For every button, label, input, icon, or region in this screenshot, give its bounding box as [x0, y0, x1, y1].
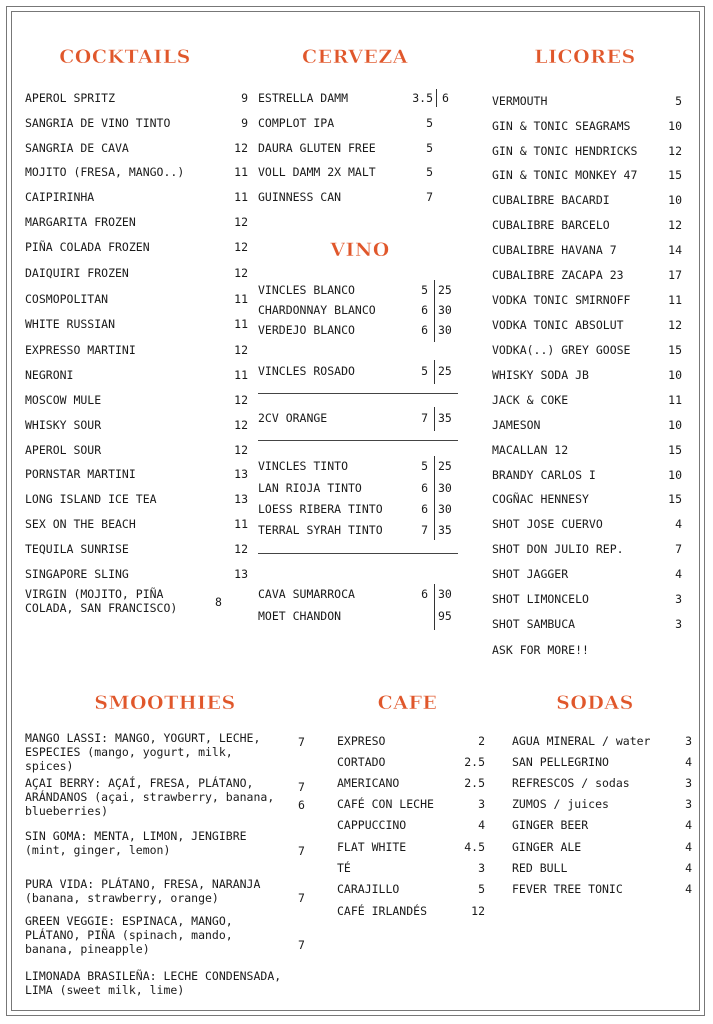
item-description: LIMONADA BRASILEÑA: LECHE CONDENSADA, LIMA (sweet milk, lime)	[25, 969, 282, 997]
bottle-price: 25	[438, 283, 452, 297]
item-price: 4	[685, 882, 692, 896]
item-price: 10	[668, 368, 682, 382]
item-price: 15	[668, 443, 682, 457]
item-price: 9	[241, 116, 248, 130]
glass-price: 6	[421, 502, 428, 516]
item-description: GREEN VEGGIE: ESPINACA, MANGO, PLÁTANO, PIÑA (spinach, mando, banana, pineapple)	[25, 914, 233, 956]
item-price: 4	[685, 818, 692, 832]
glass-price: 6	[421, 303, 428, 317]
item-name: SAN PELLEGRINO	[512, 755, 609, 769]
item-name: DAURA GLUTEN FREE	[258, 141, 376, 155]
item-price: 12	[234, 443, 248, 457]
item-name: PORNSTAR MARTINI	[25, 467, 136, 481]
item-name: LONG ISLAND ICE TEA	[25, 492, 157, 506]
bottle-price: 30	[438, 587, 452, 601]
item-name: TEQUILA SUNRISE	[25, 542, 129, 556]
item-price: 11	[234, 165, 248, 179]
item-price: 10	[668, 119, 682, 133]
item-name: NEGRONI	[25, 368, 74, 382]
item-description: AÇAI BERRY: AÇAÍ, FRESA, PLÁTANO, ARÁNDANOS (açai, strawberry, banana, blueberries)	[25, 776, 275, 818]
wine-price-divider	[434, 584, 435, 630]
item-name: MACALLAN 12	[492, 443, 569, 457]
item-price: 17	[668, 268, 682, 282]
item-name: FLAT WHITE	[337, 840, 407, 854]
item-name: VODKA TONIC ABSOLUT	[492, 318, 624, 332]
item-name: APEROL SOUR	[25, 443, 102, 457]
item-price: 14	[668, 243, 682, 257]
item-price: 4	[478, 818, 485, 832]
item-name: CAFÉ CON LECHE	[337, 797, 434, 811]
item-name: WHISKY SODA JB	[492, 368, 589, 382]
item-name: CAIPIRINHA	[25, 190, 95, 204]
item-name: COSMOPOLITAN	[25, 292, 109, 306]
item-name: AMERICANO	[337, 776, 400, 790]
glass-price: 5	[421, 364, 428, 378]
licores-footer: ASK FOR MORE!!	[492, 643, 589, 657]
item-name: TÉ	[337, 861, 351, 875]
item-price: 3	[675, 592, 682, 606]
item-price: 13	[234, 567, 248, 581]
item-price: 10	[668, 418, 682, 432]
item-description: SIN GOMA: MENTA, LIMON, JENGIBRE (mint, ginger, lemon)	[25, 829, 247, 857]
item-name: SINGAPORE SLING	[25, 567, 129, 581]
glass-price: 5	[421, 283, 428, 297]
item-name: VERDEJO BLANCO	[258, 323, 355, 337]
item-price: 4	[675, 517, 682, 531]
item-name: CUBALIBRE HAVANA 7	[492, 243, 617, 257]
item-price: 12	[234, 141, 248, 155]
item-name: CUBALIBRE BACARDI	[492, 193, 610, 207]
item-name: FEVER TREE TONIC	[512, 882, 623, 896]
item-price: 6	[298, 798, 305, 812]
item-price: 2.5	[464, 755, 485, 769]
item-price: 12	[234, 343, 248, 357]
smoothie-item	[25, 938, 315, 1019]
item-price: 15	[668, 343, 682, 357]
item-price: 4	[685, 840, 692, 854]
item-name: VINCLES TINTO	[258, 459, 349, 473]
licores-heading: LICORES	[534, 46, 636, 68]
wine-price-divider	[434, 456, 435, 540]
item-price: 12	[471, 904, 485, 918]
item-name: REFRESCOS / sodas	[512, 776, 630, 790]
item-price: 3	[478, 861, 485, 875]
item-price: 2.5	[464, 776, 485, 790]
item-name: EXPRESSO MARTINI	[25, 343, 136, 357]
item-name: ESTRELLA DAMM	[258, 91, 349, 105]
item-name: SHOT JOSE CUERVO	[492, 517, 603, 531]
item-price: 11	[234, 292, 248, 306]
wine-price-divider	[434, 280, 435, 342]
item-price: 12	[234, 418, 248, 432]
item-name: LAN RIOJA TINTO	[258, 481, 362, 495]
item-name: AGUA MINERAL / water	[512, 734, 651, 748]
item-price: 12	[234, 393, 248, 407]
item-name: APEROL SPRITZ	[25, 91, 116, 105]
item-price: 13	[234, 467, 248, 481]
item-name: GIN & TONIC HENDRICKS	[492, 144, 638, 158]
item-name: JACK & COKE	[492, 393, 569, 407]
glass-price: 6	[421, 323, 428, 337]
item-name: PIÑA COLADA FROZEN	[25, 240, 150, 254]
item-price: 13	[234, 492, 248, 506]
item-name: GUINNESS CAN	[258, 190, 342, 204]
item-price: 11	[668, 293, 682, 307]
item-price: 7	[298, 735, 305, 749]
item-price: 3	[685, 776, 692, 790]
item-price: 15	[668, 168, 682, 182]
item-name: CARAJILLO	[337, 882, 400, 896]
item-price: 5	[426, 165, 433, 179]
item-price: 3	[685, 734, 692, 748]
item-name: GINGER ALE	[512, 840, 582, 854]
item-price: 11	[234, 190, 248, 204]
item-name: BRANDY CARLOS I	[492, 468, 596, 482]
item-price: 7	[426, 190, 433, 204]
item-name: SHOT SAMBUCA	[492, 617, 576, 631]
item-price: 7	[298, 938, 305, 952]
item-name: VODKA(..) GREY GOOSE	[492, 343, 631, 357]
item-price: 12	[668, 318, 682, 332]
item-price: 12	[234, 542, 248, 556]
item-price: 3	[478, 797, 485, 811]
glass-price: 7	[421, 523, 428, 537]
smoothie-item	[25, 776, 315, 826]
item-name: WHITE RUSSIAN	[25, 317, 116, 331]
item-name: VINCLES BLANCO	[258, 283, 355, 297]
item-name: ZUMOS / juices	[512, 797, 609, 811]
item-name: VERMOUTH	[492, 94, 548, 108]
bottle-price: 25	[438, 364, 452, 378]
item-price: 10	[668, 468, 682, 482]
item-description: MANGO LASSI: MANGO, YOGURT, LECHE, ESPECIES (mango, yogurt, milk, spices)	[25, 731, 261, 773]
item-name: SHOT JAGGER	[492, 567, 569, 581]
item-name: SANGRIA DE CAVA	[25, 141, 129, 155]
item-name: CORTADO	[337, 755, 386, 769]
item-name: TERRAL SYRAH TINTO	[258, 523, 383, 537]
item-name: GIN & TONIC MONKEY 47	[492, 168, 638, 182]
bottle-price: 30	[438, 481, 452, 495]
item-price: 12	[234, 215, 248, 229]
item-price-bottle: 6	[442, 91, 449, 105]
cerveza-divider	[436, 89, 437, 107]
item-price: 3	[685, 797, 692, 811]
item-price: 3	[675, 617, 682, 631]
item-name: DAIQUIRI FROZEN	[25, 266, 129, 280]
item-price: 7	[298, 780, 305, 794]
smoothie-item	[25, 731, 315, 781]
item-price: 7	[675, 542, 682, 556]
item-name: VOLL DAMM 2X MALT	[258, 165, 376, 179]
item-name: CAVA SUMARROCA	[258, 587, 355, 601]
item-name: MOET CHANDON	[258, 609, 342, 623]
wine-price-divider	[434, 360, 435, 384]
item-price: 7	[298, 844, 305, 858]
item-name: MARGARITA FROZEN	[25, 215, 136, 229]
item-name: CAPPUCCINO	[337, 818, 407, 832]
item-price: 11	[668, 393, 682, 407]
item-name: VINCLES ROSADO	[258, 364, 355, 378]
item-name: COMPLOT IPA	[258, 116, 335, 130]
bottle-price: 95	[438, 609, 452, 623]
item-name: EXPRESO	[337, 734, 386, 748]
item-price: 10	[668, 193, 682, 207]
item-name: RED BULL	[512, 861, 568, 875]
item-name: GINGER BEER	[512, 818, 589, 832]
item-name: MOJITO (FRESA, MANGO..)	[25, 165, 185, 179]
wine-group-separator	[258, 440, 458, 441]
item-price: 2	[478, 734, 485, 748]
item-price: 15	[668, 492, 682, 506]
smoothie-item	[25, 798, 315, 879]
item-name: VODKA TONIC SMIRNOFF	[492, 293, 631, 307]
item-price: 5	[426, 141, 433, 155]
virgin-line2: COLADA, SAN FRANCISCO)	[25, 601, 178, 615]
item-price: 3.5	[412, 91, 433, 105]
item-price: 12	[234, 266, 248, 280]
item-name: COGÑAC HENNESY	[492, 492, 589, 506]
item-price: 11	[234, 317, 248, 331]
item-name: 2CV ORANGE	[258, 411, 328, 425]
glass-price: 6	[421, 481, 428, 495]
cerveza-heading: CERVEZA	[301, 46, 409, 68]
item-name: SHOT LIMONCELO	[492, 592, 589, 606]
item-name: WHISKY SOUR	[25, 418, 102, 432]
item-price: 9	[241, 91, 248, 105]
item-name: LOESS RIBERA TINTO	[258, 502, 383, 516]
smoothies-heading: SMOOTHIES	[94, 692, 236, 714]
virgin-line1: VIRGIN (MOJITO, PIÑA	[25, 587, 164, 601]
item-name: MOSCOW MULE	[25, 393, 102, 407]
bottle-price: 25	[438, 459, 452, 473]
item-name: JAMESON	[492, 418, 541, 432]
item-price: 12	[234, 240, 248, 254]
item-price: 4	[685, 861, 692, 875]
item-name: SANGRIA DE VINO TINTO	[25, 116, 171, 130]
item-price: 4.5	[464, 840, 485, 854]
item-price: 12	[668, 218, 682, 232]
glass-price: 5	[421, 459, 428, 473]
item-name: SHOT DON JULIO REP.	[492, 542, 624, 556]
item-name: GIN & TONIC SEAGRAMS	[492, 119, 631, 133]
item-price: 12	[668, 144, 682, 158]
item-price: 5	[675, 94, 682, 108]
item-description: PURA VIDA: PLÁTANO, FRESA, NARANJA (banana, strawberry, orange)	[25, 877, 261, 905]
item-price: 7	[298, 891, 305, 905]
glass-price: 6	[421, 587, 428, 601]
bottle-price: 30	[438, 323, 452, 337]
item-name: SEX ON THE BEACH	[25, 517, 136, 531]
item-price: 4	[685, 755, 692, 769]
wine-price-divider	[434, 407, 435, 431]
vino-heading: VINO	[330, 239, 390, 261]
item-name: CUBALIBRE BARCELO	[492, 218, 610, 232]
virgin-price: 8	[215, 595, 222, 609]
wine-group-separator	[258, 393, 458, 394]
cafe-heading: CAFE	[377, 692, 438, 714]
item-price: 11	[234, 368, 248, 382]
bottle-price: 35	[438, 523, 452, 537]
cocktails-heading: COCKTAILS	[59, 46, 191, 68]
wine-group-separator	[258, 553, 458, 554]
item-price: 4	[675, 567, 682, 581]
bottle-price: 35	[438, 411, 452, 425]
item-name: CAFÉ IRLANDÉS	[337, 904, 428, 918]
bottle-price: 30	[438, 502, 452, 516]
item-price: 11	[234, 517, 248, 531]
item-name: CHARDONNAY BLANCO	[258, 303, 376, 317]
sodas-heading: SODAS	[556, 692, 634, 714]
item-name: CUBALIBRE ZACAPA 23	[492, 268, 624, 282]
item-price: 5	[426, 116, 433, 130]
bottle-price: 30	[438, 303, 452, 317]
glass-price: 7	[421, 411, 428, 425]
item-price: 5	[478, 882, 485, 896]
